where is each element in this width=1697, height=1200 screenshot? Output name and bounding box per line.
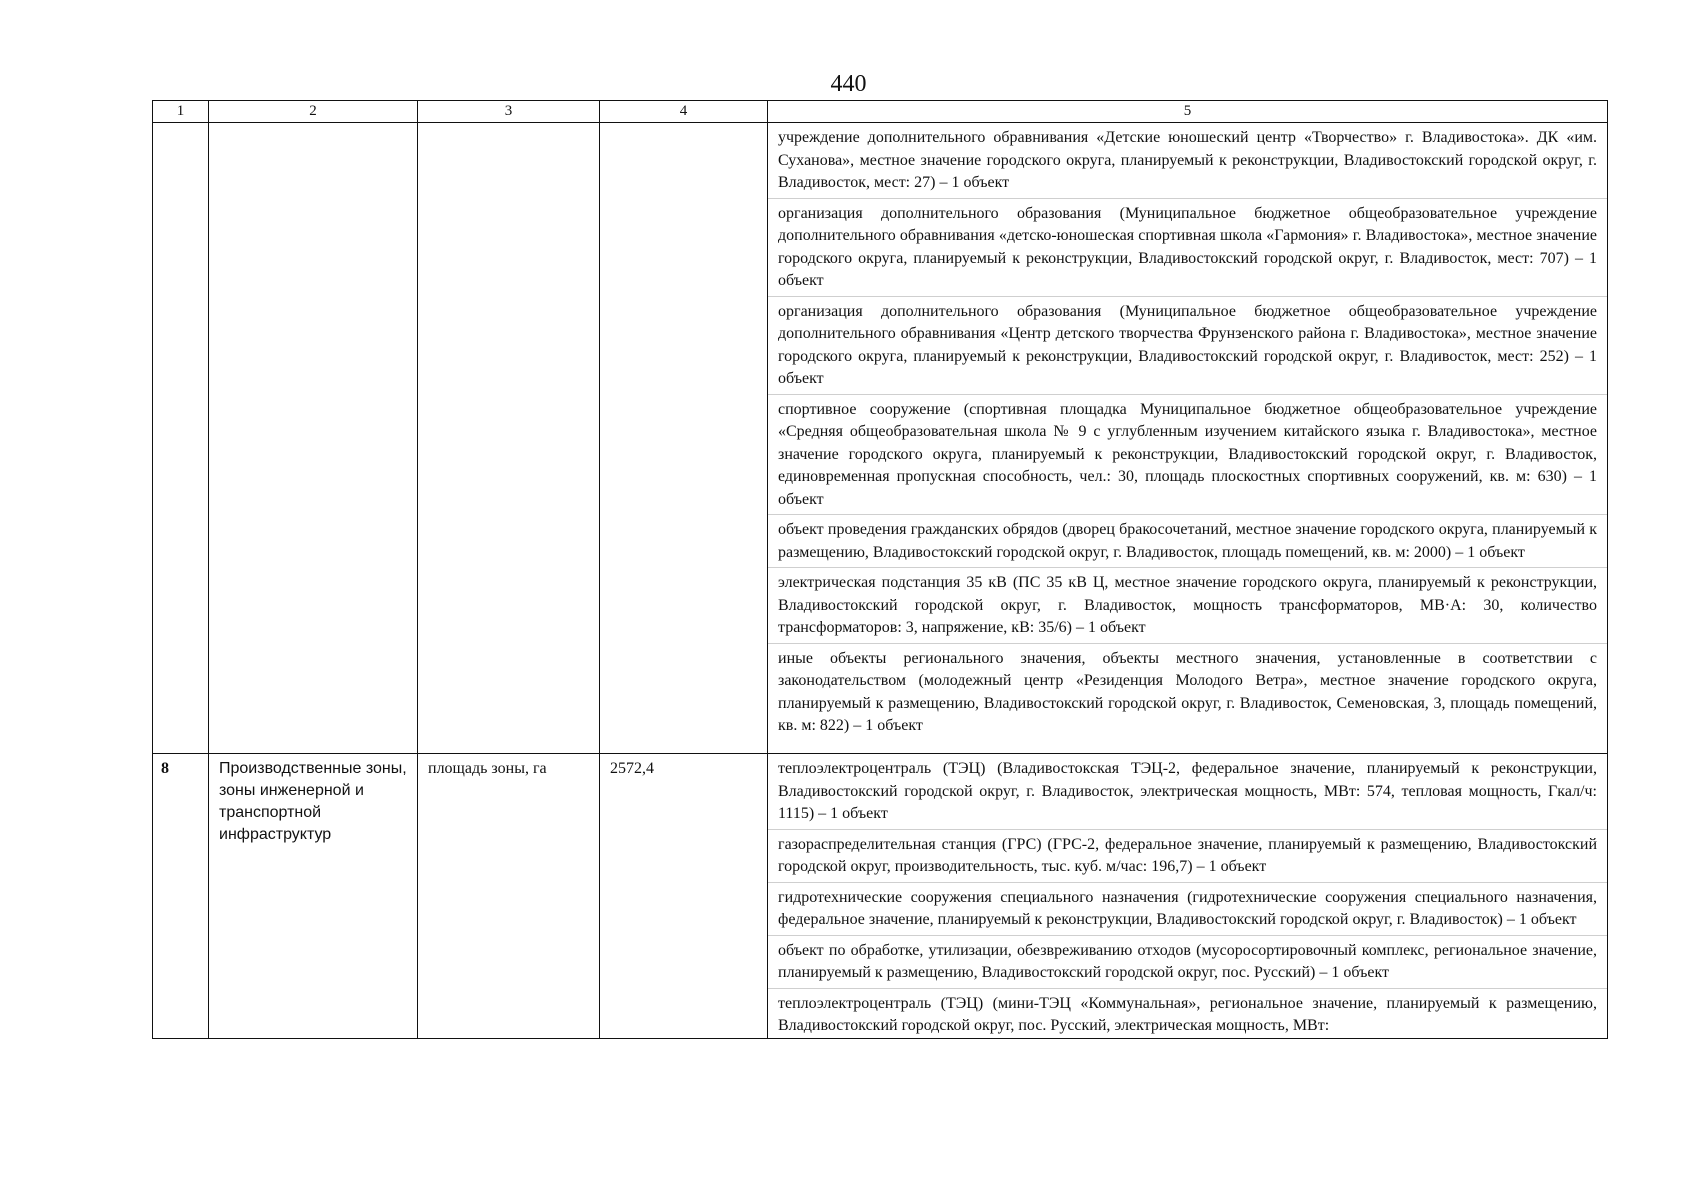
zone-name-cell: [209, 123, 418, 754]
table-row: [153, 123, 1608, 754]
object-entry: организация дополнительного образования (Муниципальное бюджетное общеобразовательное учреждение дополнительного обравнивания «Центр детского творчества Фрунзенского района г. Владивостока», местное значение городского округа, планируемый к реконструкции, Владивостокский городской округ, г. Владивосток, мест: 252) – 1 объект: [768, 297, 1607, 395]
zone-name-cell: [209, 754, 418, 1039]
page-number: 440: [830, 71, 867, 97]
column-header-5: 5: [768, 101, 1608, 123]
object-entry: спортивное сооружение (спортивная площадка Муниципальное бюджетное общеобразовательное учреждение «Средняя общеобразовательная школа № 9 с углубленным изучением китайского языка г. Владивостока», местное значение городского округа, планируемый к реконструкции, Владивостокский городской округ, г. Владивосток, единовременная пропускная способность, чел.: 30, площадь плоскостных спортивных сооружений, кв. м: 630) – 1 объект: [768, 395, 1607, 516]
row-number-cell: [153, 754, 209, 1039]
row-number-cell: [153, 123, 209, 754]
object-entry: организация дополнительного образования (Муниципальное бюджетное общеобразовательное учреждение дополнительного обравнивания «детско-юношеская спортивная школа «Гармония» г. Владивостока», местное значение городского округа, планируемый к реконструкции, Владивостокский городской округ, г. Владивосток, мест: 707) – 1 объект: [768, 199, 1607, 297]
parameter-cell: [418, 754, 600, 1039]
column-header-2: 2: [209, 101, 418, 123]
value-cell: [600, 123, 768, 754]
object-entry: гидротехнические сооружения специального назначения (гидротехнические сооружения специального назначения, федеральное значение, планируемый к реконструкции, Владивостокский городской округ, г. Владивосток) – 1 объект: [768, 883, 1607, 936]
parameter-name: [418, 123, 599, 131]
object-entry: газораспределительная станция (ГРС) (ГРС-2, федеральное значение, планируемый к размещению, Владивостокский городской округ, производительность, тыс. куб. м/час: 196,7) – 1 объект: [768, 830, 1607, 883]
column-header-row: [153, 101, 1608, 123]
objects-cell: [768, 123, 1608, 754]
object-entry: учреждение дополнительного обравнивания «Детские юношеский центр «Творчество» г. Владивостока». ДК «им. Суханова», местное значение городского округа, планируемый к реконструкции, Владивостокский городской округ, г. Владивосток, мест: 27) – 1 объект: [768, 123, 1607, 199]
object-entry: теплоэлектроцентраль (ТЭЦ) (мини-ТЭЦ «Коммунальная», региональное значение, планируемый к размещению, Владивостокский городской округ, пос. Русский, электрическая мощность, МВт:: [778, 994, 1597, 1034]
zone-name: Производственные зоны, зоны инженерной и транспортной инфраструктур: [219, 760, 407, 843]
object-entry: объект проведения гражданских обрядов (дворец бракосочетаний, местное значение городского округа, планируемый к размещению, Владивостокский городской округ, г. Владивосток, площадь помещений, кв. м: 2000) – 1 объект: [768, 515, 1607, 568]
column-header-4: 4: [600, 101, 768, 123]
parameter-cell: [418, 123, 600, 754]
row-number: 8: [161, 760, 169, 777]
zone-name: [209, 123, 417, 131]
column-header-3: 3: [418, 101, 600, 123]
parameter-value: 2572,4: [610, 760, 654, 777]
object-entry: теплоэлектроцентраль (ТЭЦ) (Владивостокская ТЭЦ-2, федеральное значение, планируемый к реконструкции, Владивостокский городской округ, г. Владивосток, электрическая мощность, МВт: 574, тепловая мощность, Гкал/ч: 1115) – 1 объект: [768, 754, 1607, 830]
object-entry: объект по обработке, утилизации, обезвреживанию отходов (мусоросортировочный комплекс, региональное значение, планируемый к размещению, Владивостокский городской округ, пос. Русский) – 1 объект: [768, 936, 1607, 989]
object-entry: иные объекты регионального значения, объекты местного значения, установленные в соответствии с законодательством (молодежный центр «Резиденция Молодого Ветра», местное значение городского округа, планируемый к размещению, Владивостокский городской округ, г. Владивосток, Семеновская, 3, площадь помещений, кв. м: 822) – 1 объект: [778, 649, 1597, 734]
object-entry: электрическая подстанция 35 кВ (ПС 35 кВ Ц, местное значение городского округа, планируемый к реконструкции, Владивостокский городской округ, г. Владивосток, мощность трансформаторов, МВ·А: 30, количество трансформаторов: 3, напряжение, кВ: 35/6) – 1 объект: [768, 568, 1607, 644]
zones-table: [152, 100, 1608, 1039]
value-cell: [600, 754, 768, 1039]
table-row: [153, 754, 1608, 1039]
column-header-1: 1: [153, 101, 209, 123]
parameter-name: площадь зоны, га: [428, 760, 547, 777]
parameter-value: [600, 123, 767, 131]
objects-cell: [768, 754, 1608, 1039]
row-number: [153, 123, 208, 131]
